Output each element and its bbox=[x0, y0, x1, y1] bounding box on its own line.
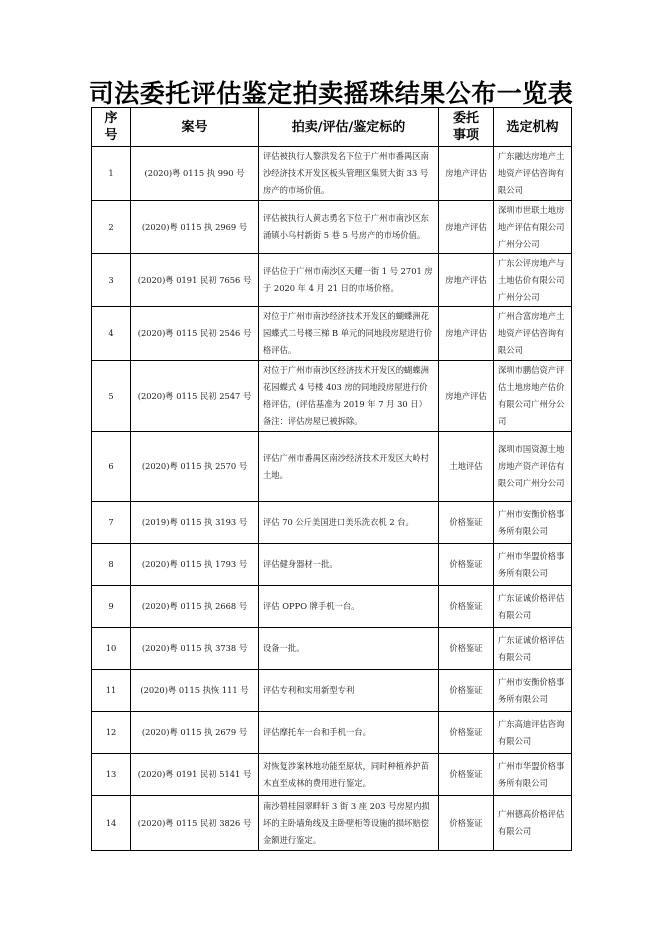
table-row bbox=[92, 432, 572, 502]
row-matter: 房地产评估 bbox=[439, 307, 494, 361]
row-object: 设备一批。 bbox=[259, 628, 439, 670]
row-matter: 房地产评估 bbox=[439, 361, 494, 432]
row-matter: 价格鉴证 bbox=[439, 586, 494, 628]
row-agency: 广东证诚价格评估有限公司 bbox=[494, 628, 572, 670]
row-matter: 价格鉴证 bbox=[439, 796, 494, 851]
row-matter: 价格鉴证 bbox=[439, 754, 494, 796]
table-row bbox=[92, 147, 572, 201]
row-object: 评估被执行人黎洪发名下位于广州市番禺区南沙经济技术开发区板头管理区集贤大街 33 号房产的市场价值。 bbox=[259, 147, 439, 201]
table-row bbox=[92, 628, 572, 670]
header-matter-line1: 委托 bbox=[452, 111, 479, 126]
row-agency: 广州市华盟价格事务所有限公司 bbox=[494, 544, 572, 586]
row-object: 评估摩托车一台和手机一台。 bbox=[259, 712, 439, 754]
row-agency: 广州市安衡价格事务所有限公司 bbox=[494, 670, 572, 712]
row-case-number: (2020)粤 0115 执 1793 号 bbox=[131, 544, 259, 586]
row-number: 2 bbox=[92, 201, 131, 254]
row-agency: 深圳市国资源土地房地产资产评估有限公司广州分公司 bbox=[494, 432, 572, 502]
row-case-number: (2020)粤 0115 执 990 号 bbox=[131, 147, 259, 201]
row-matter: 房地产评估 bbox=[439, 201, 494, 254]
header-seq bbox=[92, 108, 131, 147]
header-agency: 选定机构 bbox=[494, 108, 572, 147]
table-row bbox=[92, 670, 572, 712]
row-number: 6 bbox=[92, 432, 131, 502]
row-number: 1 bbox=[92, 147, 131, 201]
row-agency: 广州德高价格评估有限公司 bbox=[494, 796, 572, 851]
table-row bbox=[92, 307, 572, 361]
row-case-number: (2020)粤 0115 执 2969 号 bbox=[131, 201, 259, 254]
row-object: 评估位于广州市南沙区天耀一街 1 号 2701 房于 2020 年 4 月 21 日的市场价格。 bbox=[259, 254, 439, 307]
row-number: 9 bbox=[92, 586, 131, 628]
row-case-number: (2020)粤 0191 民初 5141 号 bbox=[131, 754, 259, 796]
row-case-number: (2020)粤 0115 民初 2546 号 bbox=[131, 307, 259, 361]
row-matter: 土地评估 bbox=[439, 432, 494, 502]
row-number: 10 bbox=[92, 628, 131, 670]
row-object: 评估广州市番禺区南沙经济技术开发区大岭村土地。 bbox=[259, 432, 439, 502]
row-object: 评估 OPPO 牌手机一台。 bbox=[259, 586, 439, 628]
row-matter: 价格鉴证 bbox=[439, 712, 494, 754]
row-number: 7 bbox=[92, 502, 131, 544]
row-number: 13 bbox=[92, 754, 131, 796]
table-row bbox=[92, 361, 572, 432]
row-case-number: (2020)粤 0115 执 2570 号 bbox=[131, 432, 259, 502]
table-row bbox=[92, 544, 572, 586]
table-row bbox=[92, 586, 572, 628]
table-row bbox=[92, 254, 572, 307]
row-number: 11 bbox=[92, 670, 131, 712]
header-matter bbox=[439, 108, 494, 147]
row-agency: 广州合富房地产土地资产评估咨询有限公司 bbox=[494, 307, 572, 361]
document-title: 司法委托评估鉴定拍卖摇珠结果公布一览表 bbox=[88, 79, 574, 108]
row-case-number: (2020)粤 0115 执 2679 号 bbox=[131, 712, 259, 754]
row-case-number: (2020)粤 0115 执 2668 号 bbox=[131, 586, 259, 628]
row-object: 对位于广州市南沙经济技术开发区的蝴蝶洲花园蝶式二号楼三梯 B 单元的同地段房屋进行价格评估。 bbox=[259, 307, 439, 361]
row-case-number: (2020)粤 0115 执恢 111 号 bbox=[131, 670, 259, 712]
row-agency: 广州市华盟价格事务所有限公司 bbox=[494, 754, 572, 796]
row-case-number: (2020)粤 0115 民初 2547 号 bbox=[131, 361, 259, 432]
row-case-number: (2019)粤 0115 执 3193 号 bbox=[131, 502, 259, 544]
row-agency: 广东证诚价格评估有限公司 bbox=[494, 586, 572, 628]
row-object: 对恢复涉案林地功能至原状，同时种植养护苗木直至成林的费用进行鉴定。 bbox=[259, 754, 439, 796]
row-matter: 价格鉴证 bbox=[439, 544, 494, 586]
table-row bbox=[92, 796, 572, 851]
row-number: 5 bbox=[92, 361, 131, 432]
row-object: 对位于广州市南沙区经济技术开发区的蝴蝶洲花园蝶式 4 号楼 403 房的同地段房屋进行价格评估，(评估基准为 2019 年 7 月 30 日）备注：评估房屋已被拆除。 bbox=[259, 361, 439, 432]
table-row bbox=[92, 201, 572, 254]
row-agency: 广东高迪评估咨询有限公司 bbox=[494, 712, 572, 754]
row-number: 3 bbox=[92, 254, 131, 307]
row-agency: 广州市安衡价格事务所有限公司 bbox=[494, 502, 572, 544]
row-matter: 价格鉴证 bbox=[439, 628, 494, 670]
row-matter: 价格鉴证 bbox=[439, 670, 494, 712]
row-matter: 价格鉴证 bbox=[439, 502, 494, 544]
row-agency: 广东融达房地产土地资产评估咨询有限公司 bbox=[494, 147, 572, 201]
results-table bbox=[91, 107, 572, 851]
row-number: 12 bbox=[92, 712, 131, 754]
header-seq-line1: 序 bbox=[104, 111, 118, 126]
row-agency: 深圳市世联土地房地产评估有限公司广州分公司 bbox=[494, 201, 572, 254]
table-header-row bbox=[92, 108, 572, 147]
row-case-number: (2020)粤 0191 民初 7656 号 bbox=[131, 254, 259, 307]
header-matter-line2: 事项 bbox=[452, 128, 479, 143]
row-object: 评估健身器材一批。 bbox=[259, 544, 439, 586]
row-matter: 房地产评估 bbox=[439, 254, 494, 307]
row-agency: 深圳市鹏信资产评估土地房地产估价有限公司广州分公司 bbox=[494, 361, 572, 432]
row-object: 南沙碧桂园翠畔轩 3 街 3 座 203 号房屋内损坏的主卧墙角线及主卧壁柜等设施的损坏赔偿金额进行鉴定。 bbox=[259, 796, 439, 851]
row-case-number: (2020)粤 0115 执 3738 号 bbox=[131, 628, 259, 670]
table-row bbox=[92, 754, 572, 796]
row-number: 4 bbox=[92, 307, 131, 361]
row-number: 8 bbox=[92, 544, 131, 586]
row-object: 评估专利和实用新型专利 bbox=[259, 670, 439, 712]
row-case-number: (2020)粤 0115 民初 3826 号 bbox=[131, 796, 259, 851]
row-number: 14 bbox=[92, 796, 131, 851]
row-matter: 房地产评估 bbox=[439, 147, 494, 201]
header-object: 拍卖/评估/鉴定标的 bbox=[259, 108, 439, 147]
row-object: 评估被执行人黄志勇名下位于广州市南沙区东涌镇小乌村新街 5 巷 5 号房产的市场价值。 bbox=[259, 201, 439, 254]
row-agency: 广东公评房地产与土地估价有限公司广州分公司 bbox=[494, 254, 572, 307]
header-case: 案号 bbox=[131, 108, 259, 147]
row-object: 评估 70 公斤美国进口美乐洗衣机 2 台。 bbox=[259, 502, 439, 544]
table-row bbox=[92, 502, 572, 544]
header-seq-line2: 号 bbox=[104, 128, 118, 143]
table-row bbox=[92, 712, 572, 754]
